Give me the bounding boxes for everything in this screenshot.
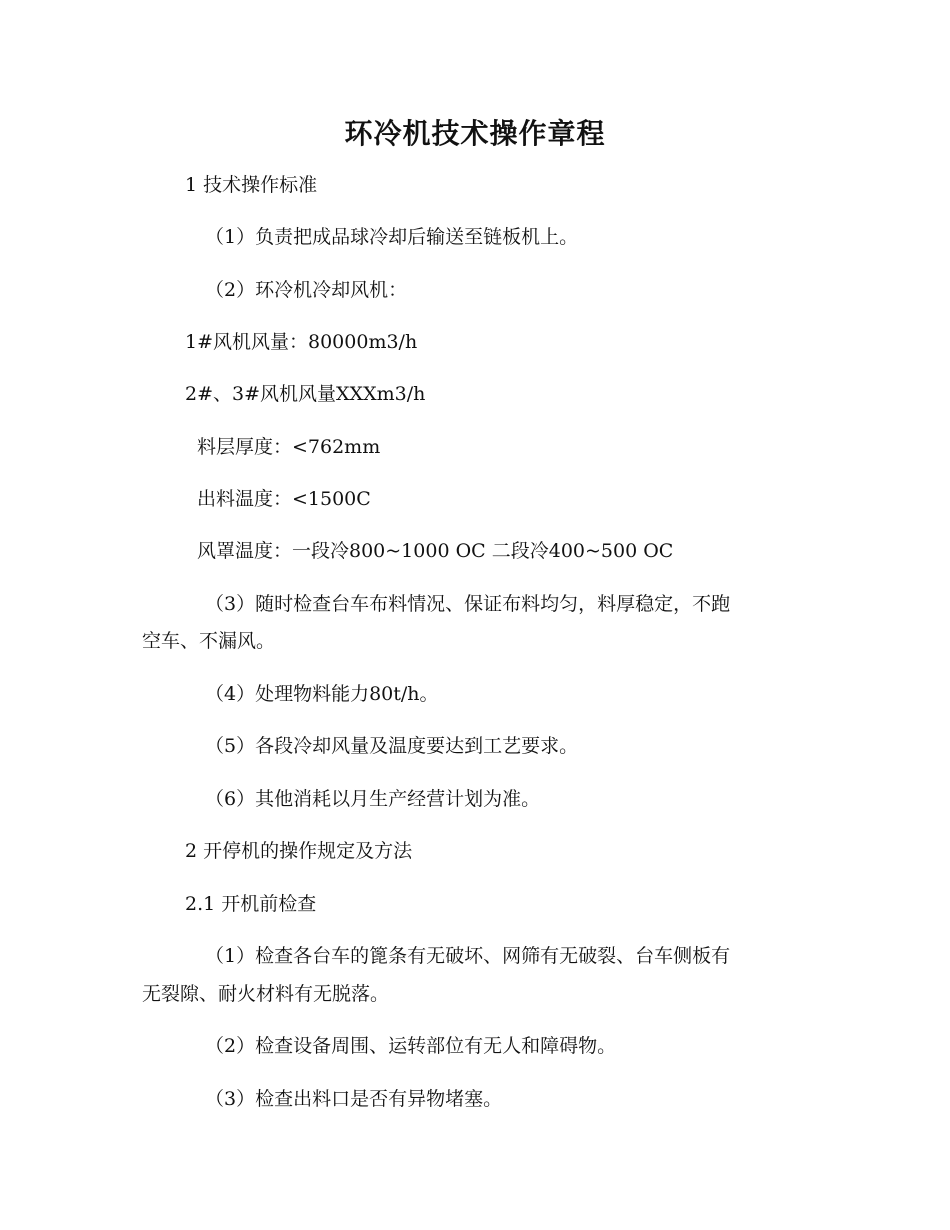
fan-1-airflow: 1#风机风量：80000m3/h [185, 331, 418, 353]
check-item-1-line-2: 无裂隙、耐火材料有无脱落。 [142, 983, 390, 1005]
check-item-2: （2）检查设备周围、运转部位有无人和障碍物。 [205, 1035, 617, 1057]
paragraph-3-line-2: 空车、不漏风。 [142, 630, 276, 652]
discharge-temperature: 出料温度：<1500C [197, 488, 371, 510]
check-item-3: （3）检查出料口是否有异物堵塞。 [205, 1088, 503, 1110]
paragraph-1: （1）负责把成品球冷却后输送至链板机上。 [205, 226, 579, 248]
section-heading-2: 2 开停机的操作规定及方法 [185, 840, 413, 862]
subsection-heading-2-1: 2.1 开机前检查 [185, 893, 317, 915]
paragraph-2: （2）环冷机冷却风机： [205, 279, 408, 301]
layer-thickness: 料层厚度：<762mm [197, 436, 381, 458]
section-heading-1: 1 技术操作标准 [185, 174, 318, 196]
fan-2-3-airflow: 2#、3#风机风量XXXm3/h [185, 383, 426, 405]
paragraph-6: （6）其他消耗以月生产经营计划为准。 [205, 788, 541, 810]
check-item-1-line-1: （1）检查各台车的篦条有无破坏、网筛有无破裂、台车侧板有 [205, 945, 731, 967]
paragraph-5: （5）各段冷却风量及温度要达到工艺要求。 [205, 735, 579, 757]
paragraph-4: （4）处理物料能力80t/h。 [205, 683, 439, 705]
paragraph-3-line-1: （3）随时检查台车布料情况、保证布料均匀，料厚稳定，不跑 [205, 593, 731, 615]
hood-temperature: 风罩温度：一段冷800~1000 OC 二段冷400~500 OC [197, 540, 674, 562]
document-title: 环冷机技术操作章程 [344, 117, 606, 150]
